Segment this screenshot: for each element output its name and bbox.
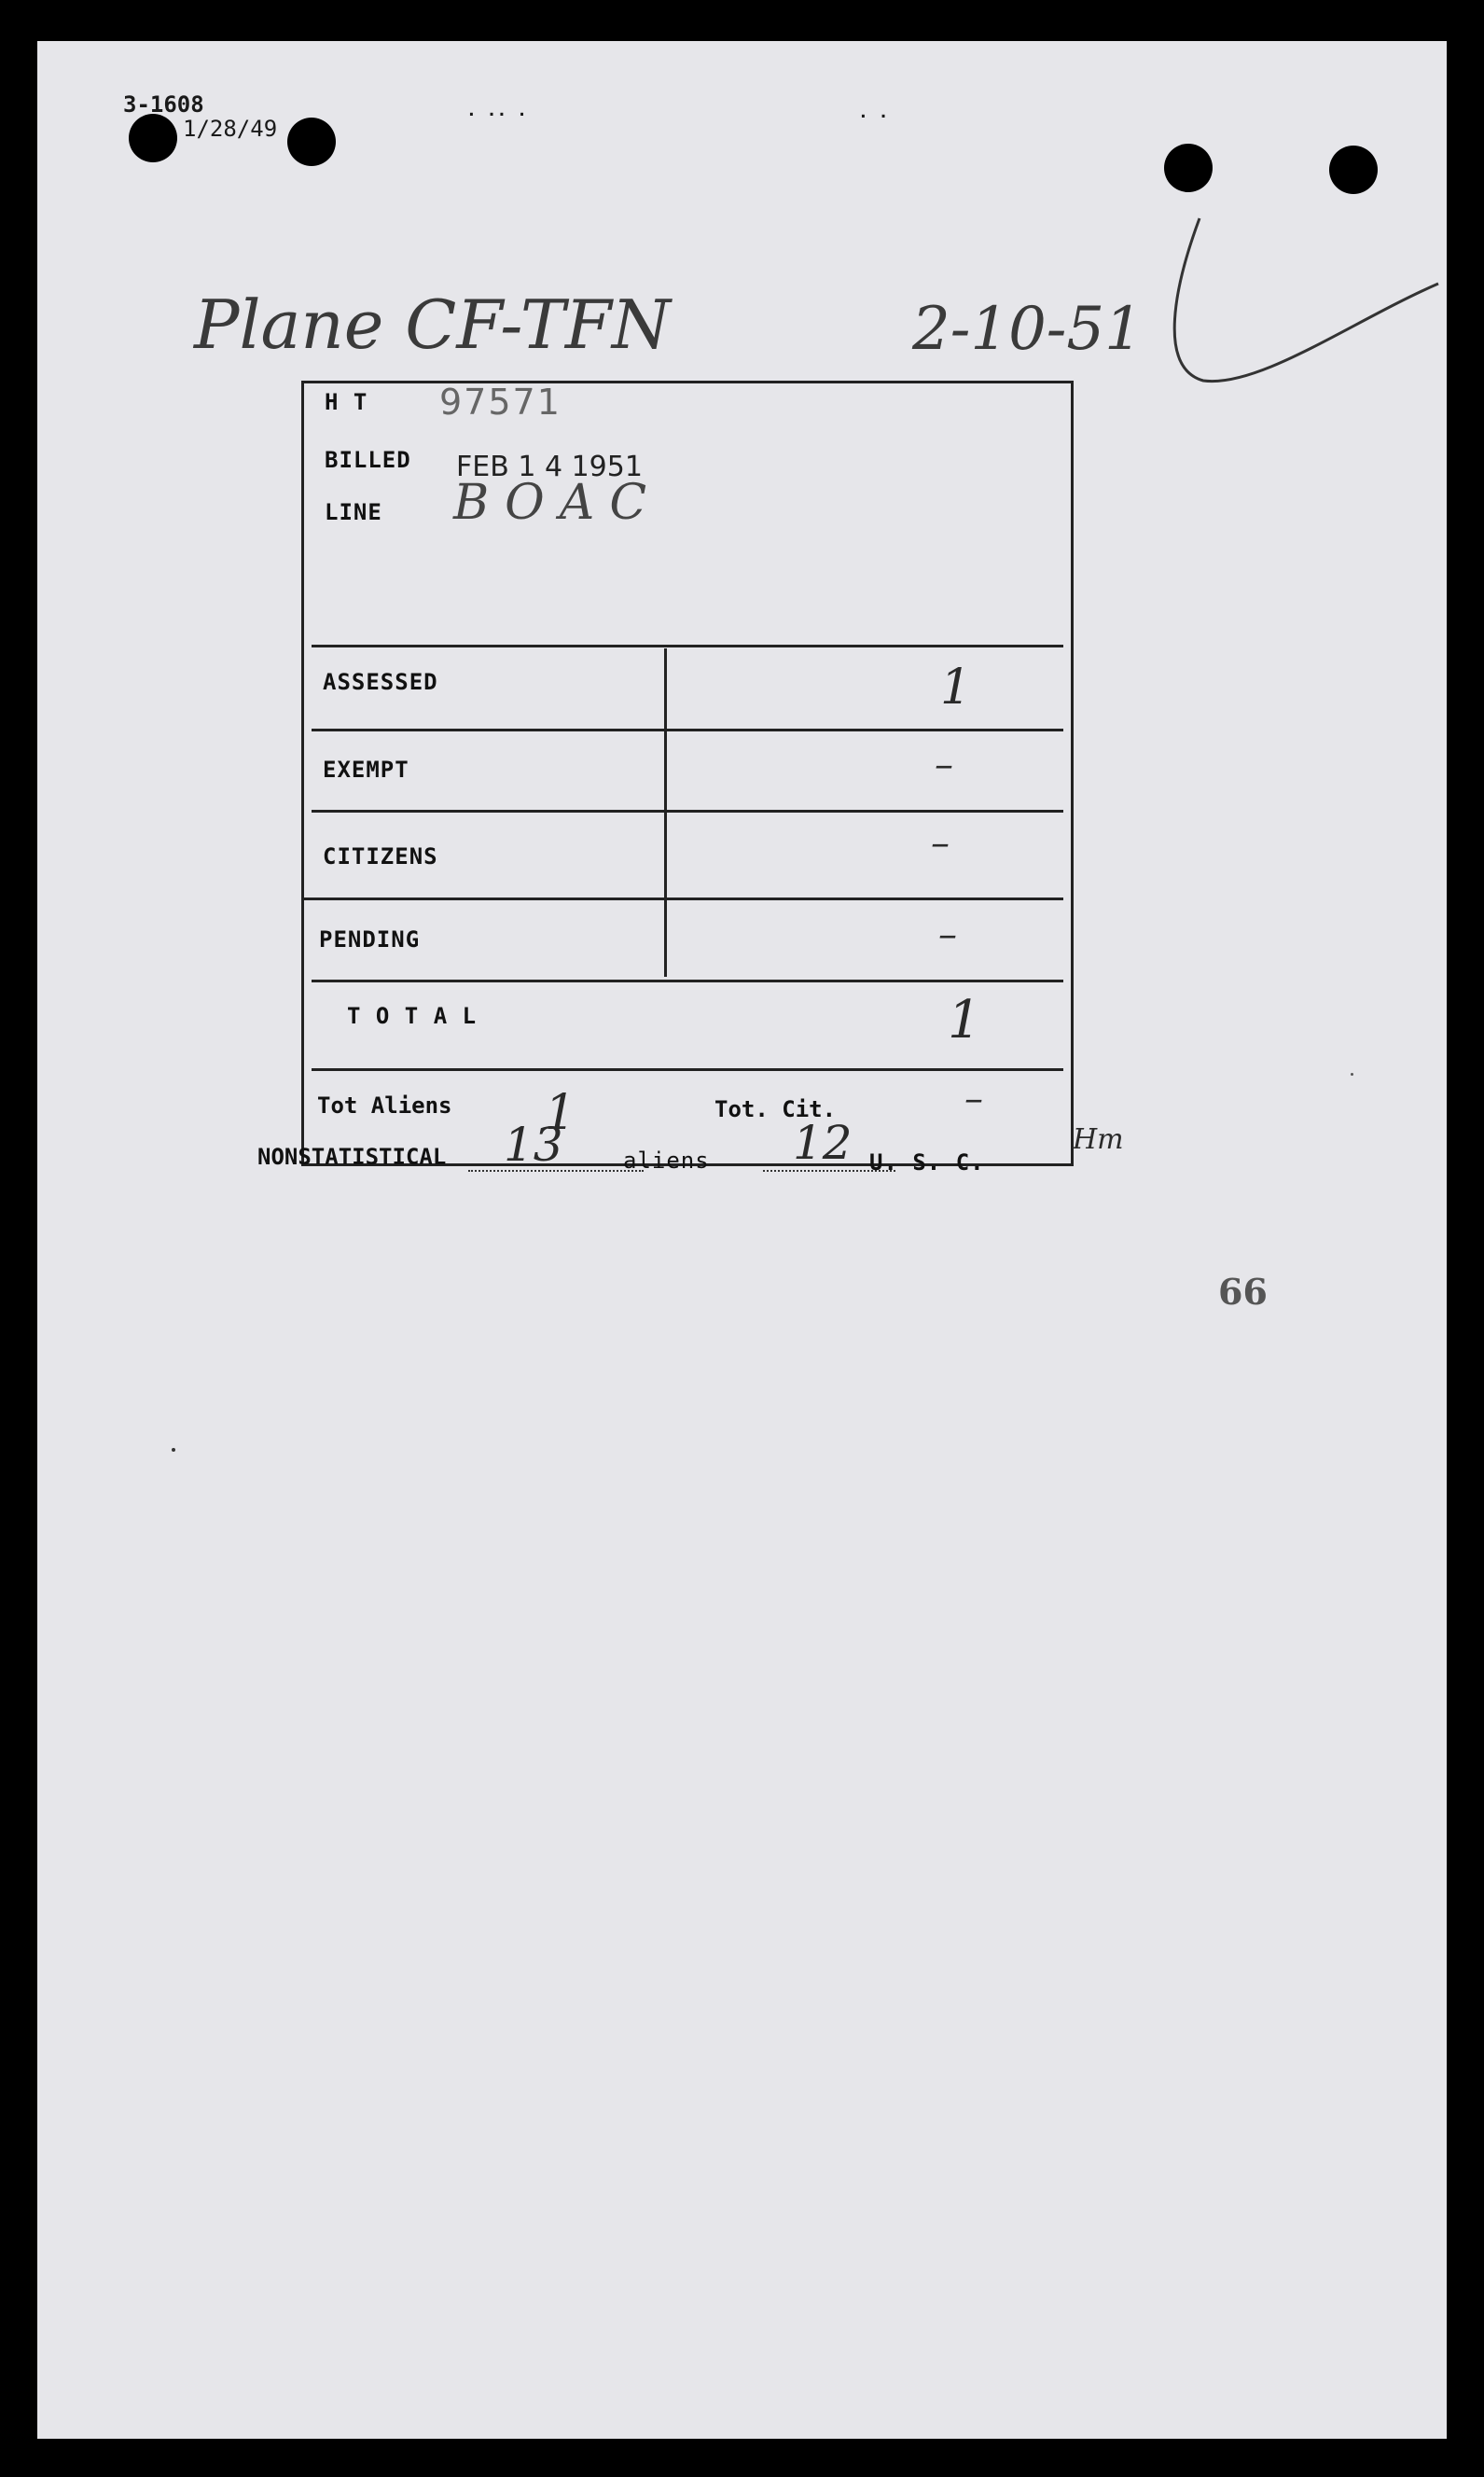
ht-label: H T: [325, 389, 368, 415]
column-divider: [664, 648, 667, 977]
line-value: BOAC: [453, 475, 662, 531]
ht-number: 97571: [439, 382, 562, 423]
row-label-citizens: CITIZENS: [323, 843, 438, 870]
stray-mark: . .. .: [466, 101, 528, 120]
row-label-exempt: EXEMPT: [323, 757, 409, 783]
line-label: LINE: [325, 499, 382, 525]
row-value-pending: –: [938, 913, 957, 956]
tot-cit-label: Tot. Cit.: [714, 1096, 837, 1122]
total-label: T O T A L: [347, 1003, 478, 1029]
rule: [312, 980, 1063, 982]
rule: [312, 645, 1063, 647]
punch-hole: [129, 114, 177, 162]
tot-aliens-label: Tot Aliens: [317, 1092, 452, 1119]
nonstat-aliens-value: 13: [504, 1118, 563, 1172]
document-page: [37, 41, 1447, 2439]
rule: [304, 898, 1063, 900]
punch-hole: [287, 118, 336, 166]
row-label-assessed: ASSESSED: [323, 669, 438, 695]
rule: [312, 1068, 1063, 1071]
pencil-stroke: [1147, 181, 1446, 414]
stray-mark: . .: [858, 103, 889, 122]
form-date: 1/28/49: [183, 116, 278, 142]
speck: [172, 1448, 175, 1452]
usc-label: U. S. C.: [869, 1149, 985, 1176]
rule: [312, 729, 1063, 731]
nonstat-usc-value: 12: [793, 1116, 853, 1170]
row-value-citizens: –: [931, 822, 950, 865]
rule: [312, 810, 1063, 813]
form-code: 3-1608: [123, 91, 204, 118]
speck: [1351, 1073, 1353, 1076]
row-value-assessed: 1: [940, 660, 972, 716]
row-value-exempt: –: [935, 744, 953, 786]
nonstat-label: NONSTATISTICAL: [257, 1144, 447, 1170]
tot-cit-value: –: [964, 1078, 983, 1120]
total-value: 1: [948, 990, 981, 1051]
date-note: 2-10-51: [912, 295, 1143, 364]
billed-date-stamp: FEB 1 4 1951: [456, 451, 643, 483]
page-number: 66: [1218, 1271, 1268, 1313]
manifest-tally-box: [301, 381, 1074, 1166]
initials: Hm: [1073, 1123, 1124, 1156]
aliens-label: aliens: [623, 1148, 710, 1174]
tot-aliens-value: 1: [545, 1085, 576, 1141]
plane-note: Plane CF-TFN: [194, 285, 671, 364]
billed-label: BILLED: [325, 447, 411, 473]
row-label-pending: PENDING: [319, 926, 421, 953]
